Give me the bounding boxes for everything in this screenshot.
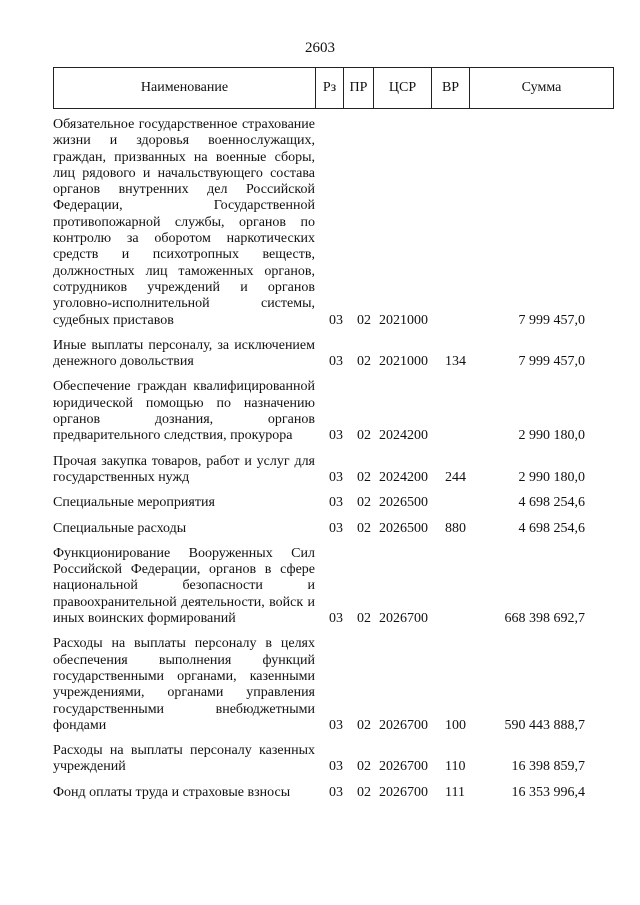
row-sum: 4 698 254,6 — [518, 520, 585, 536]
row-name: Функционирование Вооруженных Сил Российской Федерации, органов в сфере национальной безопасности и правоохранительной деятельности, войск и иных воинских формирований — [53, 545, 315, 627]
row-rz: 03 — [329, 312, 343, 328]
row-name: Расходы на выплаты персоналу в целях обеспечения выполнения функций государственными органами, казенными учреждениями, органами управления государственными внебюджетными фондами — [53, 636, 315, 733]
page-number: 2603 — [305, 40, 335, 56]
row-csr: 2026700 — [379, 611, 428, 627]
row-sum: 16 398 859,7 — [511, 759, 585, 775]
table-row — [53, 785, 613, 801]
row-csr: 2026700 — [379, 717, 428, 733]
row-rz: 03 — [329, 717, 343, 733]
row-rz: 03 — [329, 428, 343, 444]
row-name: Иные выплаты персоналу, за исключением денежного довольствия — [53, 337, 315, 370]
row-csr: 2021000 — [379, 354, 428, 370]
table-row — [53, 521, 613, 537]
table-row — [53, 743, 613, 776]
row-pr: 02 — [357, 469, 371, 485]
row-sum: 16 353 996,4 — [511, 784, 585, 800]
row-rz: 03 — [329, 784, 343, 800]
header-rz: Рз — [316, 68, 344, 109]
header-pr: ПР — [344, 68, 374, 109]
table-row — [53, 338, 613, 371]
row-csr: 2026500 — [379, 495, 428, 511]
row-rz: 03 — [329, 469, 343, 485]
table-header — [53, 67, 614, 109]
table-row — [53, 454, 613, 487]
table-body — [53, 117, 613, 810]
row-csr: 2026700 — [379, 759, 428, 775]
row-csr: 2024200 — [379, 469, 428, 485]
row-sum: 7 999 457,0 — [518, 312, 585, 328]
row-name: Специальные мероприятия — [53, 495, 215, 511]
table-row — [53, 636, 613, 734]
row-vr: 100 — [445, 717, 466, 733]
row-name: Фонд оплаты труда и страховые взносы — [53, 784, 291, 800]
row-pr: 02 — [357, 495, 371, 511]
row-rz: 03 — [329, 354, 343, 370]
row-sum: 2 990 180,0 — [518, 469, 585, 485]
row-rz: 03 — [329, 759, 343, 775]
row-name: Обязательное государственное страхование жизни и здоровья военнослужащих, граждан, призванных на военные сборы, лиц рядового и начальствующего состава органов внутренних дел Российской Федерации, Государственной противопожарной службы, органов по контролю за оборотом наркотических средств и психотропных веществ, должностных лиц таможенных органов, сотрудников учреждений и органов уголовно-исполнительной системы, судебных приставов — [53, 117, 315, 328]
row-vr: 244 — [445, 469, 466, 485]
row-sum: 668 398 692,7 — [504, 611, 585, 627]
row-name: Расходы на выплаты персоналу казенных учреждений — [53, 743, 315, 775]
row-rz: 03 — [329, 520, 343, 536]
row-name: Специальные расходы — [53, 520, 187, 536]
row-pr: 02 — [357, 784, 371, 800]
header-sum: Сумма — [470, 68, 614, 109]
row-csr: 2021000 — [379, 312, 428, 328]
header-vr: ВР — [432, 68, 470, 109]
row-sum: 590 443 888,7 — [504, 717, 585, 733]
row-vr: 110 — [445, 759, 466, 775]
row-rz: 03 — [329, 495, 343, 511]
row-vr: 111 — [445, 784, 465, 800]
header-csr: ЦСР — [374, 68, 432, 109]
header-name: Наименование — [54, 68, 316, 109]
row-csr: 2024200 — [379, 428, 428, 444]
row-pr: 02 — [357, 759, 371, 775]
row-pr: 02 — [357, 520, 371, 536]
row-name: Прочая закупка товаров, работ и услуг для государственных нужд — [53, 453, 315, 485]
row-sum: 4 698 254,6 — [518, 495, 585, 511]
row-pr: 02 — [357, 611, 371, 627]
row-name: Обеспечение граждан квалифицированной юридической помощью по назначению органов дознания, органов предварительного следствия, прокурора — [53, 379, 315, 444]
row-sum: 2 990 180,0 — [518, 428, 585, 444]
row-csr: 2026700 — [379, 784, 428, 800]
row-rz: 03 — [329, 611, 343, 627]
table-row — [53, 495, 613, 511]
row-pr: 02 — [357, 354, 371, 370]
row-sum: 7 999 457,0 — [518, 354, 585, 370]
row-pr: 02 — [357, 428, 371, 444]
row-vr: 880 — [445, 520, 466, 536]
row-vr: 134 — [445, 354, 466, 370]
table-row — [53, 546, 613, 627]
row-pr: 02 — [357, 312, 371, 328]
row-pr: 02 — [357, 717, 371, 733]
table-row — [53, 117, 613, 329]
table-row — [53, 379, 613, 444]
row-csr: 2026500 — [379, 520, 428, 536]
